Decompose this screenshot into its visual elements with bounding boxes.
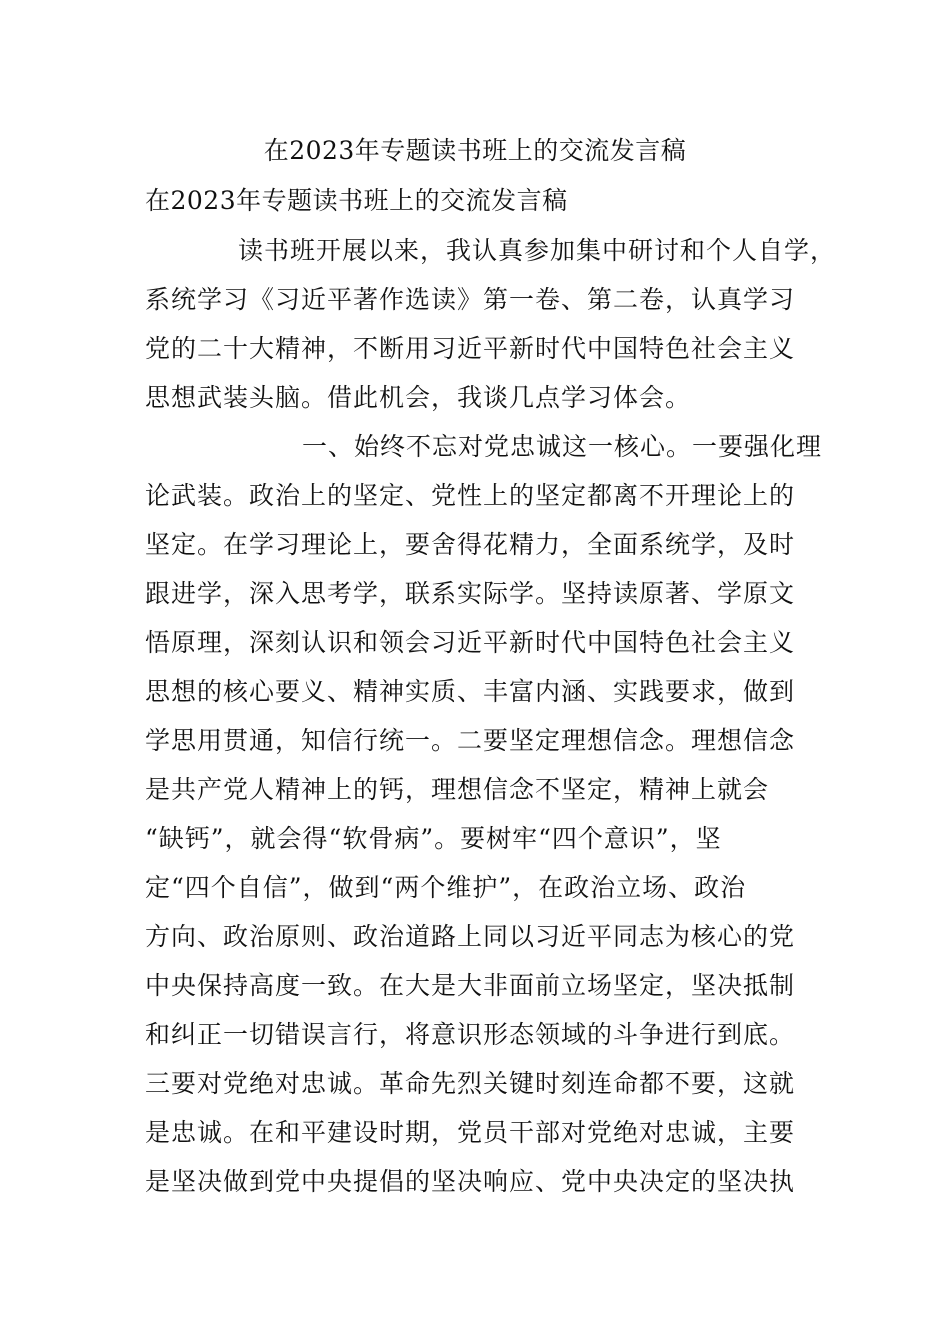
paragraph2-line: 跟进学，深入思考学，联系实际学。坚持读原著、学原文 xyxy=(145,579,796,608)
paragraph2-line: 三要对党绝对忠诚。革命先烈关键时刻连命都不要，这就 xyxy=(145,1069,796,1098)
paragraph2-line: 是共产党人精神上的钙，理想信念不坚定，精神上就会 xyxy=(145,775,770,804)
paragraph1-line: 系统学习《习近平著作选读》第一卷、第二卷，认真学习 xyxy=(145,285,796,314)
document-title: 在2023年专题读书班上的交流发言稿 xyxy=(263,136,687,165)
paragraph2-line: 和纠正一切错误言行，将意识形态领域的斗争进行到底。 xyxy=(145,1020,796,1049)
document-subtitle: 在2023年专题读书班上的交流发言稿 xyxy=(145,186,568,215)
paragraph2-line: 坚定。在学习理论上，要舍得花精力，全面系统学，及时 xyxy=(145,530,796,559)
paragraph2-line: 悟原理，深刻认识和领会习近平新时代中国特色社会主义 xyxy=(145,628,796,657)
paragraph2-line: 学思用贯通，知信行统一。二要坚定理想信念。理想信念 xyxy=(145,726,796,755)
paragraph2-line: 是忠诚。在和平建设时期，党员干部对党绝对忠诚，主要 xyxy=(145,1118,796,1147)
paragraph1-line: 思想武装头脑。借此机会，我谈几点学习体会。 xyxy=(145,383,692,412)
paragraph2-line: 思想的核心要义、精神实质、丰富内涵、实践要求，做到 xyxy=(145,677,796,706)
paragraph2-line: 中央保持高度一致。在大是大非面前立场坚定，坚决抵制 xyxy=(145,971,796,1000)
paragraph2-line: 方向、政治原则、政治道路上同以习近平同志为核心的党 xyxy=(145,922,796,951)
paragraph1-line: 党的二十大精神，不断用习近平新时代中国特色社会主义 xyxy=(145,334,796,363)
paragraph2-line: 定“四个自信”，做到“两个维护”，在政治立场、政治 xyxy=(145,873,747,902)
paragraph2-line: 是坚决做到党中央提倡的坚决响应、党中央决定的坚决执 xyxy=(145,1167,796,1196)
paragraph2-line: 论武装。政治上的坚定、党性上的坚定都离不开理论上的 xyxy=(145,481,796,510)
paragraph1-line: 读书班开展以来，我认真参加集中研讨和个人自学， xyxy=(238,236,837,265)
paragraph2-line: “缺钙”，就会得“软骨病”。要树牢“四个意识”，坚 xyxy=(145,824,722,853)
paragraph2-line: 一、始终不忘对党忠诚这一核心。一要强化理 xyxy=(302,432,823,461)
